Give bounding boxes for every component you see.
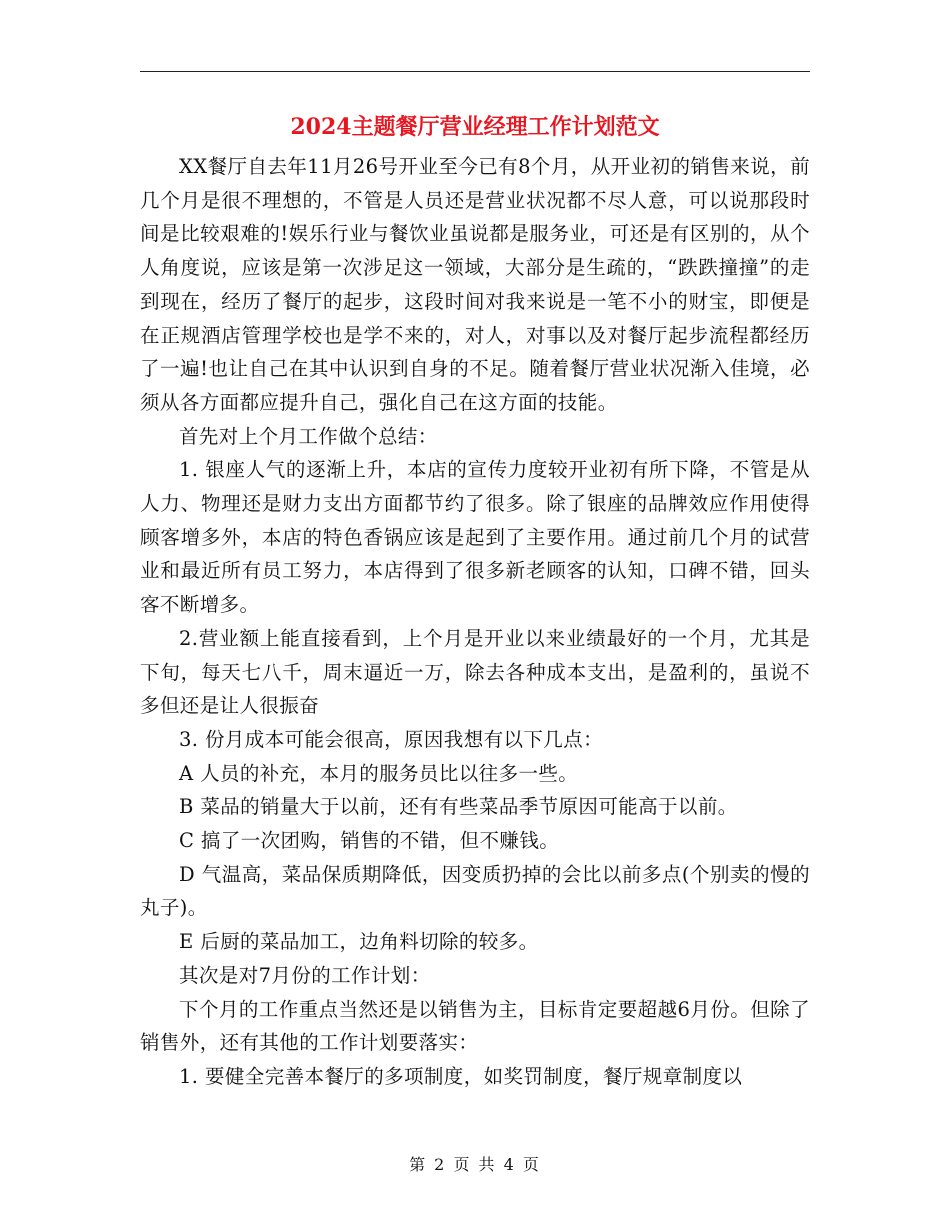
- document-body: [140, 150, 810, 1094]
- paragraph-plan-heading: 其次是对7月份的工作计划：: [179, 963, 431, 987]
- paragraph-item-1: 1. 银座人气的逐渐上升，本店的宣传力度较开业初有所下降，不管是从人力、物理还是财力支出方面都节约了很多。除了银座的品牌效应作用使得顾客增多外，本店的特色香锅应该是起到了主要作用。通过前几个月的试营业和最近所有员工努力，本店得到了很多新老顾客的认知，口碑不错，回头客不断增多。: [140, 458, 810, 617]
- paragraph-item-e: E 后厨的菜品加工，边角料切除的较多。: [179, 930, 539, 954]
- paragraph-plan-intro: 下个月的工作重点当然还是以销售为主，目标肯定要超越6月份。但除了销售外，还有其他的工作计划要落实：: [140, 997, 810, 1055]
- paragraph-item-d: D 气温高，菜品保质期降低，因变质扔掉的会比以前多点(个别卖的慢的丸子)。: [140, 862, 810, 920]
- paragraph-item-b: B 菜品的销量大于以前，还有有些菜品季节原因可能高于以前。: [179, 795, 738, 819]
- paragraph-item-2: 2.营业额上能直接看到，上个月是开业以来业绩最好的一个月，尤其是下旬，每天七八千，周末逼近一万，除去各种成本支出，是盈利的，虽说不多但还是让人很振奋: [140, 626, 810, 718]
- page-number: 第 2 页 共 4 页: [409, 1155, 541, 1174]
- paragraph-item-c: C 搞了一次团购，销售的不错，但不赚钱。: [179, 829, 560, 853]
- paragraph-intro: XX餐厅自去年11月26号开业至今已有8个月，从开业初的销售来说，前几个月是很不理想的，不管是人员还是营业状况都不尽人意，可以说那段时间是比较艰难的!娱乐行业与餐饮业虽说都是服务业，可还是有区别的，从个人角度说，应该是第一次涉足这一领域，大部分是生疏的，“跌跌撞撞”的走到现在，经历了餐厅的起步，这段时间对我来说是一笔不小的财宝，即便是在正规酒店管理学校也是学不来的，对人，对事以及对餐厅起步流程都经历了一遍!也让自己在其中认识到自身的不足。随着餐厅营业状况渐入佳境，必须从各方面都应提升自己，强化自己在这方面的技能。: [140, 155, 810, 414]
- document-title: 2024主题餐厅营业经理工作计划范文: [290, 114, 660, 140]
- paragraph-summary-heading: 首先对上个月工作做个总结：: [179, 424, 438, 448]
- paragraph-item-3: 3. 份月成本可能会很高，原因我想有以下几点：: [179, 727, 604, 751]
- paragraph-item-a: A 人员的补充，本月的服务员比以往多一些。: [179, 761, 579, 785]
- paragraph-plan-item-1: 1. 要健全完善本餐厅的多项制度，如奖罚制度，餐厅规章制度以: [179, 1064, 743, 1088]
- header-rule: [140, 71, 810, 72]
